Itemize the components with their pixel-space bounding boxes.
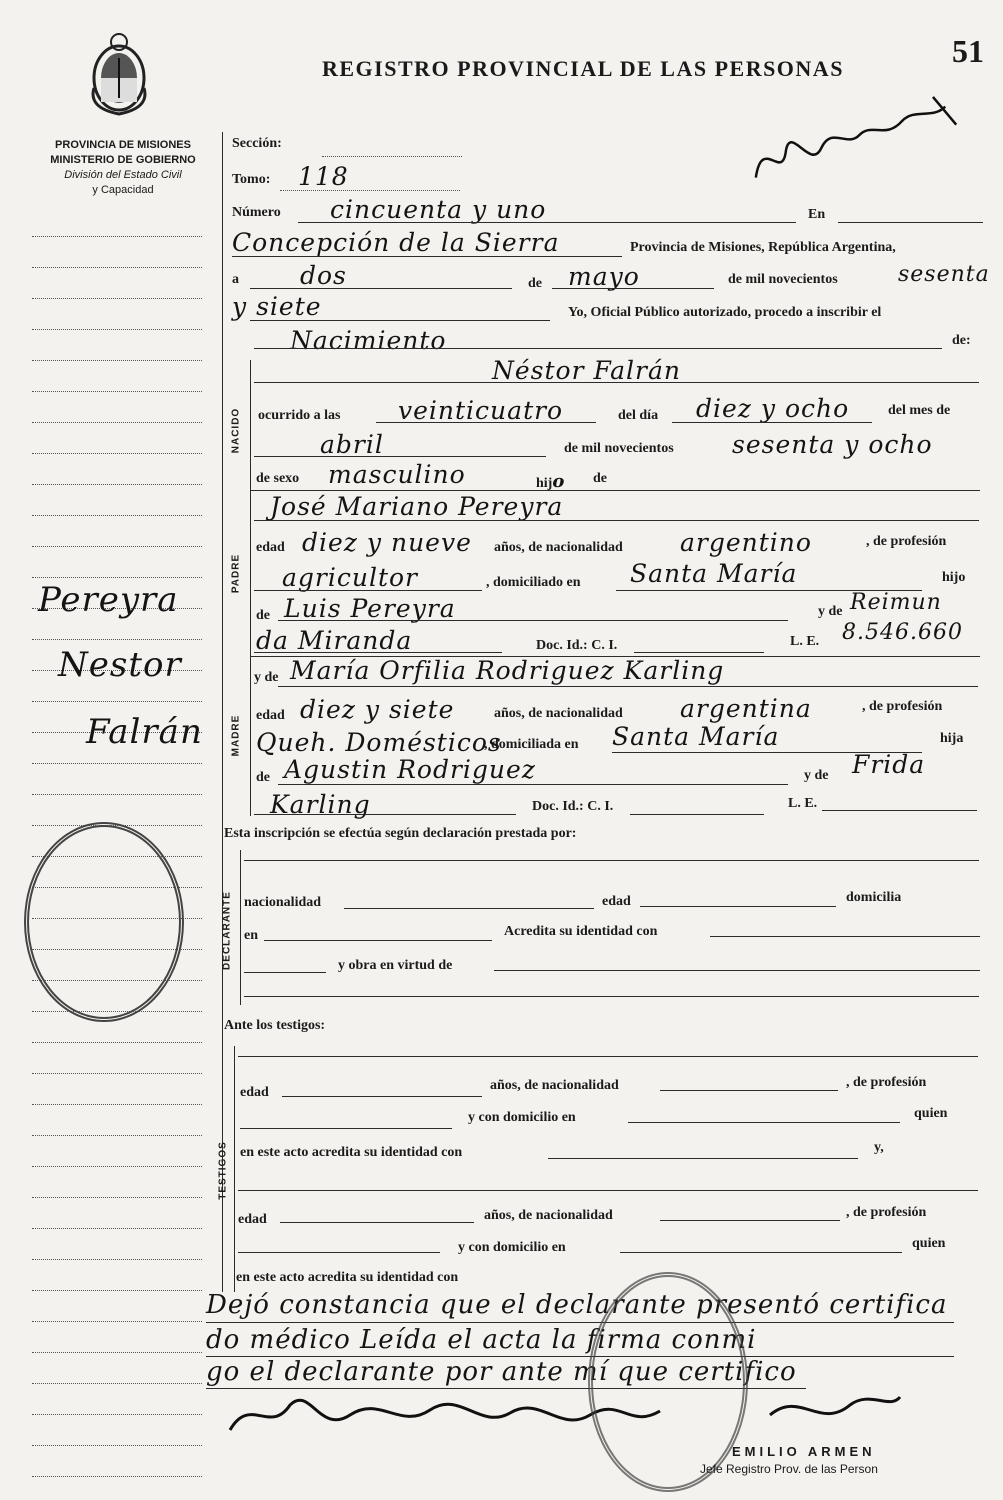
de-label: de [528, 276, 542, 291]
sexo-value: masculino [328, 460, 466, 489]
de-mil2-label: de mil novecientos [564, 441, 674, 456]
official-signature [741, 82, 980, 195]
margin-dotted-line [32, 639, 202, 640]
padre-prof-value: agricultor [282, 563, 419, 592]
abuelo-de-label: de [256, 608, 270, 623]
hijo-de-label: de [593, 471, 607, 486]
margin-dotted-line [32, 1042, 202, 1043]
margin-dotted-line [32, 515, 202, 516]
official-name: EMILIO ARMEN [732, 1444, 876, 1459]
margin-dotted-line [32, 298, 202, 299]
de-colon-label: de: [952, 333, 971, 348]
province-label: PROVINCIA DE MISIONES [55, 139, 191, 151]
anio-value-2: y siete [232, 292, 322, 321]
t1-edad-label: edad [240, 1085, 269, 1100]
testigos-side-label: TESTIGOS [217, 1141, 229, 1200]
ocurrido-label: ocurrido a las [258, 408, 341, 423]
official-role: Jefe Registro Prov. de las Person [700, 1462, 878, 1476]
margin-dotted-line [32, 1073, 202, 1074]
abuela-m-y-de-label: y de [804, 768, 829, 783]
abuelo-value: Luis Pereyra [284, 594, 456, 623]
declarant-signature [210, 1385, 910, 1449]
capacity-label: y Capacidad [92, 184, 154, 196]
margin-dotted-line [32, 1197, 202, 1198]
padre-dom-value: Santa María [630, 559, 798, 588]
margin-dotted-line [32, 1259, 202, 1260]
margin-dotted-line [32, 701, 202, 702]
t1-y-label: y, [874, 1140, 884, 1155]
localidad-value: Concepción de la Sierra [232, 228, 560, 257]
del-dia-label: del día [618, 408, 659, 423]
padre-value: José Mariano Pereyra [270, 492, 564, 521]
padre-edad-value: diez y nueve [302, 528, 472, 557]
margin-dotted-line [32, 422, 202, 423]
margin-dotted-line [32, 577, 202, 578]
margin-dotted-line [32, 484, 202, 485]
margin-note-surname: Pereyra [38, 580, 179, 620]
tomo-label: Tomo: [232, 172, 271, 187]
hora-value: veinticuatro [398, 396, 564, 425]
abuela-value-1: Reimun [850, 590, 942, 615]
official-seal [588, 1272, 748, 1492]
margin-dotted-line [32, 360, 202, 361]
abuela-m-value-1: Frida [852, 750, 926, 779]
decl-nacionalidad-label: nacionalidad [244, 895, 322, 910]
t1-domicilio-label: y con domicilio en [468, 1110, 576, 1125]
madre-y-de-label: y de [254, 670, 279, 685]
acto-value: Nacimiento [290, 326, 447, 355]
margin-note-name: Nestor [58, 645, 182, 685]
padre-nac-value: argentino [680, 528, 812, 557]
padre-le-label: L. E. [790, 634, 820, 649]
abuelo-m-de-label: de [256, 770, 270, 785]
margin-dotted-line [32, 1104, 202, 1105]
de-mil-label: de mil novecientos [728, 272, 838, 287]
t2-edad-label: edad [238, 1212, 267, 1227]
madre-nac-value: argentina [680, 694, 812, 723]
nacido-side-label: NACIDO [230, 407, 242, 454]
decl-obra-label: y obra en virtud de [338, 958, 453, 973]
madre-dom-value: Santa María [612, 722, 780, 751]
page-number: 51 [952, 33, 984, 69]
t2-prof-label: , de profesión [846, 1205, 927, 1220]
margin-dotted-line [32, 763, 202, 764]
abuela-value-2: da Miranda [256, 626, 413, 655]
madre-value: María Orfilia Rodriguez Karling [290, 656, 725, 685]
testigos-label: Ante los testigos: [224, 1018, 326, 1033]
padre-doc-label: Doc. Id.: C. I. [536, 638, 618, 653]
page-title: REGISTRO PROVINCIAL DE LAS PERSONAS [322, 56, 844, 81]
margin-dotted-line [32, 453, 202, 454]
dia-value: dos [300, 261, 347, 290]
padre-edad-label: edad [256, 540, 285, 555]
padre-side-label: PADRE [230, 553, 242, 594]
margin-dotted-line [32, 1383, 202, 1384]
note-line-1: Dejó constancia que el declarante presentó certifica [206, 1290, 948, 1320]
dia-nac-value: diez y ocho [696, 394, 850, 423]
margin-dotted-line [32, 1166, 202, 1167]
margin-dotted-line [32, 391, 202, 392]
margin-dotted-line [32, 329, 202, 330]
madre-le-label: L. E. [788, 796, 818, 811]
mes-value: mayo [568, 262, 640, 291]
numero-value: cincuenta y uno [330, 195, 547, 224]
hijo-label: hijo [536, 471, 566, 492]
t2-anos-label: años, de nacionalidad [484, 1208, 613, 1223]
madre-edad-label: edad [256, 708, 285, 723]
del-mes-label: del mes de [888, 403, 951, 418]
margin-dotted-line [32, 1476, 202, 1477]
t1-acredita-label: en este acto acredita su identidad con [240, 1145, 463, 1160]
t1-prof-label: , de profesión [846, 1075, 927, 1090]
padre-le-value: 8.546.660 [842, 620, 963, 645]
margin-dotted-line [32, 236, 202, 237]
note-line-2: do médico Leída el acta la firma conmi [206, 1325, 757, 1355]
padre-anos-label: años, de nacionalidad [494, 540, 623, 555]
t2-domicilio-label: y con domicilio en [458, 1240, 566, 1255]
hijo-suffix-value: o [552, 471, 566, 492]
margin-dotted-line [32, 1135, 202, 1136]
decl-acredita-label: Acredita su identidad con [504, 924, 658, 939]
decl-domicilia-label: domicilia [846, 890, 902, 905]
margin-dotted-line [32, 1352, 202, 1353]
abuela-m-value-2: Karling [270, 790, 371, 819]
abuela-y-de-label: y de [818, 604, 843, 619]
note-line-3: go el declarante por ante mí que certifico [206, 1357, 797, 1387]
margin-dotted-line [32, 1414, 202, 1415]
margin-dotted-line [32, 1445, 202, 1446]
yo-oficial-label: Yo, Oficial Público autorizado, procedo a inscribir el [568, 305, 882, 320]
declarante-side-label: DECLARANTE [221, 891, 233, 970]
padre-hijo-label: hijo [942, 570, 966, 585]
t1-anos-label: años, de nacionalidad [490, 1078, 619, 1093]
madre-doc-label: Doc. Id.: C. I. [532, 799, 614, 814]
coat-of-arms-icon [86, 28, 152, 116]
t1-quien-label: quien [914, 1106, 948, 1121]
padre-dom-label: , domiciliado en [486, 575, 581, 590]
a-label: a [232, 272, 239, 287]
margin-dotted-line [32, 1290, 202, 1291]
ministry-label: MINISTERIO DE GOBIERNO [50, 154, 196, 166]
decl-en-label: en [244, 928, 258, 943]
madre-hija-label: hija [940, 731, 964, 746]
anio-nac-value: sesenta y ocho [732, 430, 933, 459]
margin-dotted-line [32, 1228, 202, 1229]
numero-label: Número [232, 205, 281, 220]
madre-prof-label: , de profesión [862, 699, 943, 714]
madre-dom-label: , domiciliada en [484, 737, 579, 752]
division-label: División del Estado Civil [64, 169, 182, 181]
mes-nac-value: abril [320, 430, 384, 459]
margin-dotted-line [32, 267, 202, 268]
t2-acredita-label: en este acto acredita su identidad con [236, 1270, 459, 1285]
provincia-label: Provincia de Misiones, República Argentina, [630, 240, 896, 255]
en-label: En [808, 207, 826, 222]
padre-prof-label: , de profesión [866, 534, 947, 549]
margin-dotted-line [32, 546, 202, 547]
anio-value-1: sesenta [898, 262, 990, 287]
seccion-label: Sección: [232, 136, 282, 151]
margin-dotted-line [32, 1321, 202, 1322]
tomo-value: 118 [298, 162, 349, 191]
margin-dotted-line [32, 794, 202, 795]
madre-prof-value: Queh. Domésticos [256, 728, 502, 757]
inscripcion-label: Esta inscripción se efectúa según declaración prestada por: [224, 826, 577, 841]
abuelo-m-value: Agustin Rodriguez [284, 755, 536, 784]
madre-anos-label: años, de nacionalidad [494, 706, 623, 721]
madre-side-label: MADRE [230, 714, 242, 757]
registry-seal [24, 822, 184, 1022]
madre-edad-value: diez y siete [300, 695, 455, 724]
form-border [222, 132, 223, 1292]
de-sexo-label: de sexo [256, 471, 300, 486]
margin-note-second-name: Falrán [86, 712, 203, 752]
decl-edad-label: edad [602, 894, 631, 909]
t2-quien-label: quien [912, 1236, 946, 1251]
nombre-value: Néstor Falrán [492, 356, 682, 385]
